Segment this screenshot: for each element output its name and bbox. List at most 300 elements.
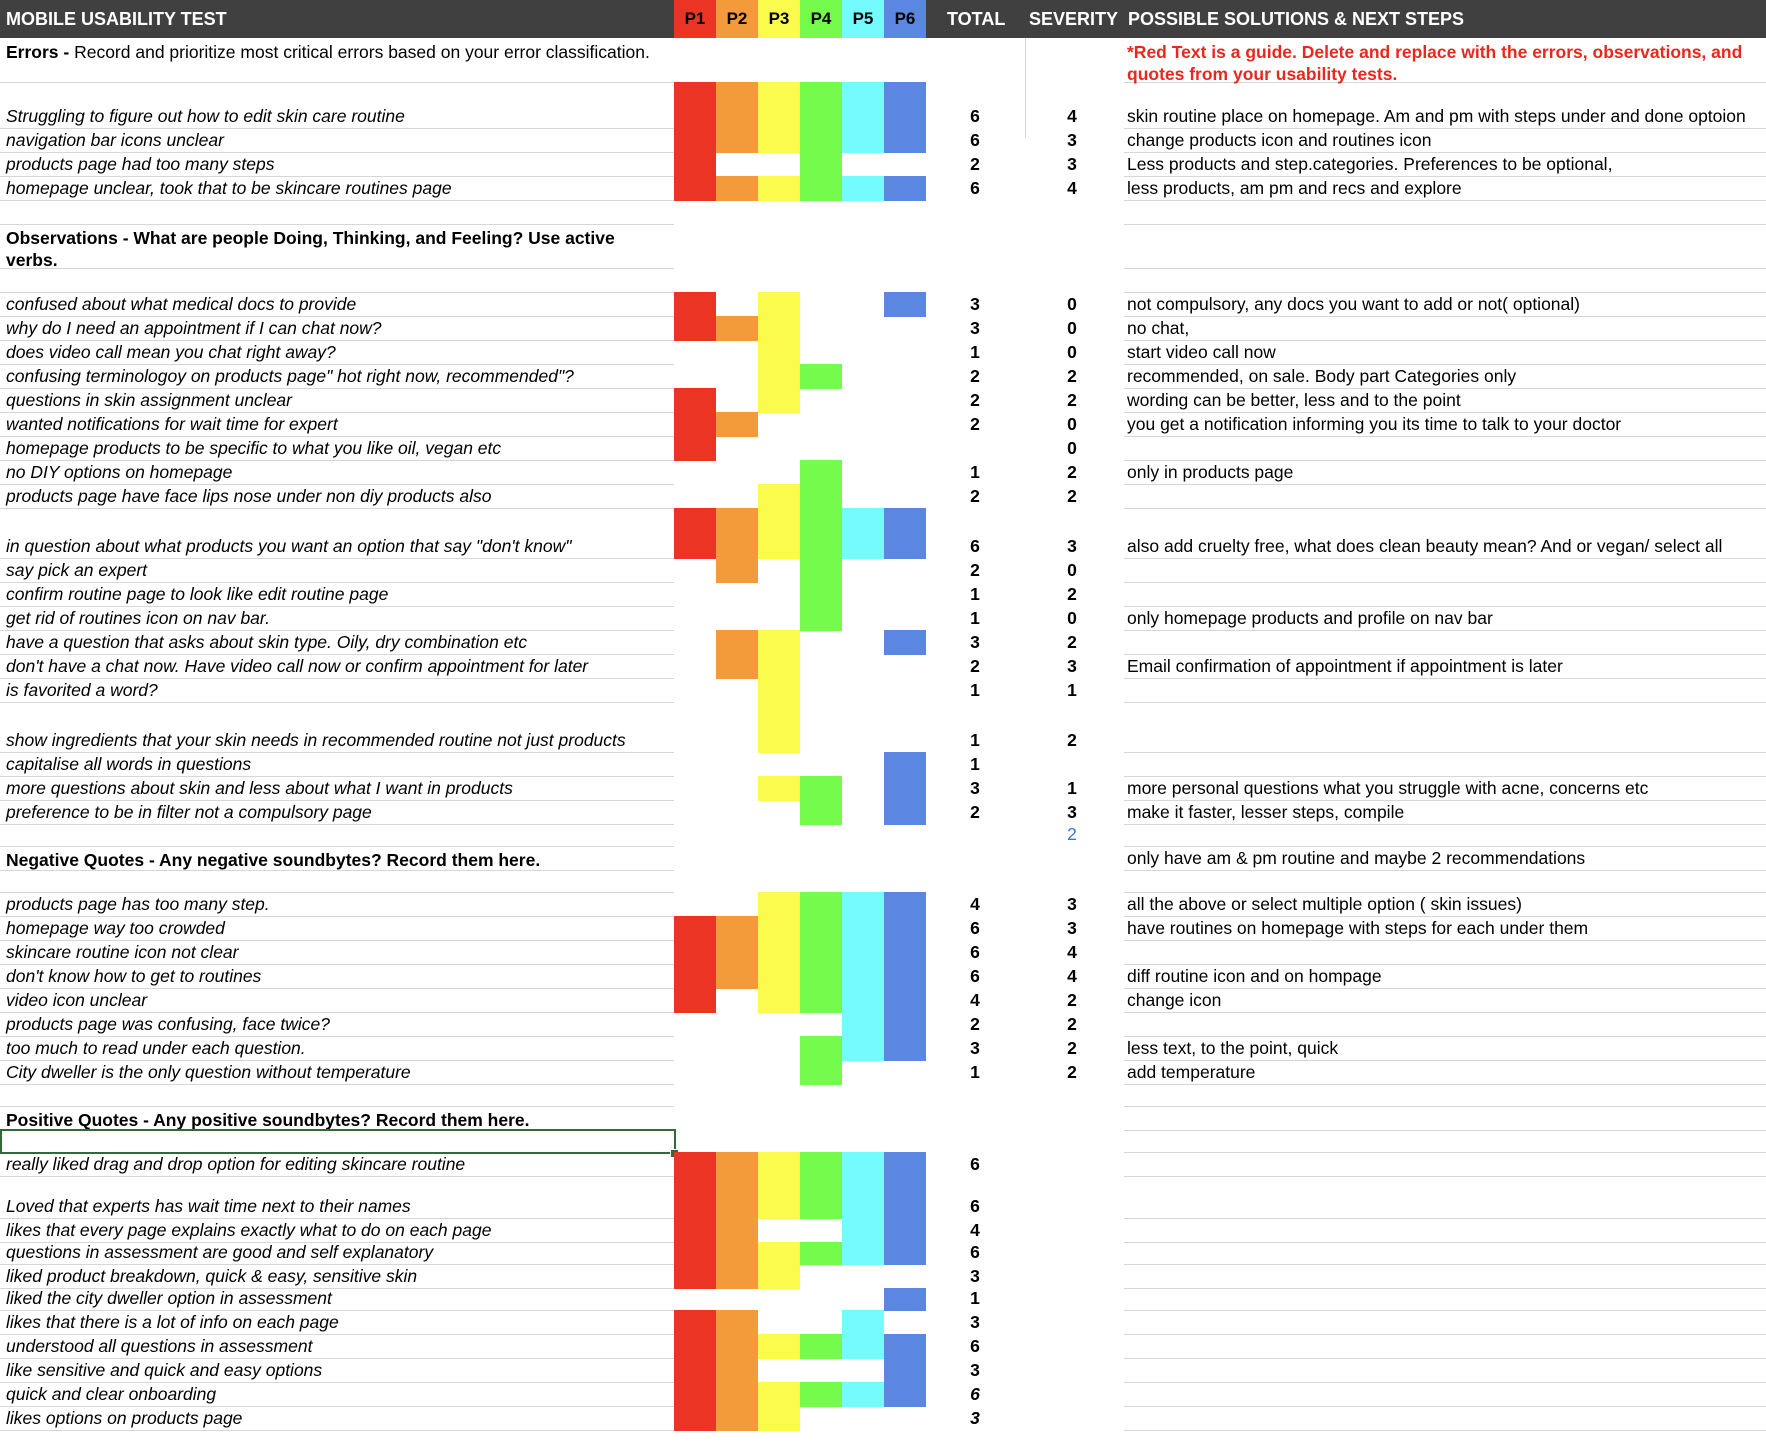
participant-mark-p5: [842, 82, 884, 129]
participant-mark-p6: [884, 988, 926, 1013]
severity-value[interactable]: 1: [1067, 778, 1077, 798]
item-text[interactable]: quick and clear onboarding: [6, 1384, 217, 1404]
table-row[interactable]: [0, 582, 1766, 606]
total-value[interactable]: 1: [970, 754, 980, 774]
item-text[interactable]: liked the city dweller option in assessment: [6, 1288, 332, 1308]
total-value[interactable]: 2: [970, 560, 980, 580]
total-value[interactable]: 3: [970, 1038, 980, 1058]
item-text[interactable]: why do I need an appointment if I can chat now?: [6, 318, 382, 338]
total-value[interactable]: 6: [970, 1242, 980, 1262]
participant-mark-p3: [758, 292, 800, 317]
participant-mark-p5: [842, 1334, 884, 1359]
participant-mark-p5: [842, 892, 884, 917]
table-row[interactable]: [0, 702, 1766, 752]
participant-mark-p4: [800, 892, 842, 917]
participant-mark-p3: [758, 1406, 800, 1431]
participant-mark-p4: [800, 1176, 842, 1219]
total-value[interactable]: 6: [970, 178, 980, 198]
solution-text[interactable]: less products, am pm and recs and explore: [1127, 178, 1462, 198]
participant-mark-p6: [884, 1334, 926, 1359]
solution-text[interactable]: all the above or select multiple option ( skin issues): [1127, 894, 1522, 914]
severity-value[interactable]: 2: [1067, 632, 1077, 652]
section-description: Record and prioritize most critical errors based on your error classification.: [74, 42, 650, 62]
participant-mark-p4: [800, 1242, 842, 1265]
participant-mark-p2: [716, 1242, 758, 1265]
table-row[interactable]: [0, 1264, 1766, 1288]
table-row[interactable]: [0, 892, 1766, 916]
participant-mark-p4: [800, 1152, 842, 1177]
severity-value[interactable]: 3: [1067, 656, 1077, 676]
severity-value[interactable]: 3: [1067, 536, 1077, 556]
participant-mark-p2: [716, 128, 758, 153]
table-row[interactable]: [0, 1152, 1766, 1176]
participant-mark-p6: [884, 1036, 926, 1061]
participant-header-3: P3: [758, 0, 800, 38]
participant-mark-p4: [800, 988, 842, 1013]
participant-mark-p4: [800, 364, 842, 389]
participant-mark-p3: [758, 1176, 800, 1219]
table-row[interactable]: [0, 1288, 1766, 1310]
participant-mark-p4: [800, 776, 842, 801]
item-text[interactable]: does video call mean you chat right away?: [6, 342, 336, 362]
severity-value[interactable]: 0: [1067, 342, 1077, 362]
blank-row[interactable]: [0, 1084, 1766, 1106]
total-value[interactable]: 3: [970, 1360, 980, 1380]
participant-mark-p5: [842, 1218, 884, 1243]
participant-mark-p3: [758, 316, 800, 341]
total-value[interactable]: 2: [970, 390, 980, 410]
participant-mark-p1: [674, 176, 716, 201]
table-row[interactable]: [0, 1176, 1766, 1218]
severity-value[interactable]: 2: [1067, 462, 1077, 482]
table-row[interactable]: [0, 484, 1766, 508]
participant-mark-p2: [716, 316, 758, 341]
total-value[interactable]: 6: [970, 918, 980, 938]
total-value[interactable]: 6: [970, 1384, 980, 1404]
participant-mark-p4: [800, 582, 842, 607]
severity-value[interactable]: 3: [1067, 894, 1077, 914]
table-row[interactable]: [0, 916, 1766, 940]
section-title: Negative Quotes - Any negative soundbytes? Record them here.: [6, 850, 541, 870]
severity-value[interactable]: 3: [1067, 802, 1077, 822]
severity-value[interactable]: 0: [1067, 318, 1077, 338]
participant-mark-p5: [842, 1012, 884, 1037]
section-heading[interactable]: [6, 1109, 666, 1131]
item-text[interactable]: no DIY options on homepage: [6, 462, 233, 482]
severity-header: SEVERITY: [1029, 9, 1119, 29]
total-value[interactable]: 3: [970, 1266, 980, 1286]
participant-mark-p6: [884, 940, 926, 965]
participant-mark-p2: [716, 1310, 758, 1335]
total-value[interactable]: 1: [970, 1062, 980, 1082]
item-text[interactable]: homepage products to be specific to what you like oil, vegan etc: [6, 438, 502, 458]
participant-mark-p3: [758, 1264, 800, 1289]
participant-mark-p3: [758, 484, 800, 509]
blank-row[interactable]: [0, 200, 1766, 224]
participant-mark-p1: [674, 1382, 716, 1407]
item-text[interactable]: wanted notifications for wait time for expert: [6, 414, 338, 434]
item-text[interactable]: don't know how to get to routines: [6, 966, 262, 986]
item-text[interactable]: likes options on products page: [6, 1408, 243, 1428]
severity-value[interactable]: 3: [1067, 918, 1077, 938]
solution-text[interactable]: also add cruelty free, what does clean beauty mean? And or vegan/ select all: [1127, 536, 1723, 556]
total-value[interactable]: 1: [970, 1288, 980, 1308]
item-text[interactable]: likes that every page explains exactly what to do on each page: [6, 1220, 492, 1240]
participant-mark-p5: [842, 1382, 884, 1407]
table-row[interactable]: [0, 1310, 1766, 1334]
severity-value[interactable]: 3: [1067, 130, 1077, 150]
table-row[interactable]: [0, 152, 1766, 176]
item-text[interactable]: confused about what medical docs to provide: [6, 294, 357, 314]
table-row[interactable]: [0, 752, 1766, 776]
item-text[interactable]: really liked drag and drop option for editing skincare routine: [6, 1154, 466, 1174]
table-row[interactable]: [0, 988, 1766, 1012]
participant-mark-p2: [716, 1406, 758, 1431]
participant-mark-p1: [674, 1152, 716, 1177]
table-row[interactable]: [0, 606, 1766, 630]
table-row[interactable]: [0, 964, 1766, 988]
severity-value[interactable]: 0: [1067, 294, 1077, 314]
table-row[interactable]: [0, 1218, 1766, 1242]
table-row[interactable]: [0, 1036, 1766, 1060]
blank-row[interactable]: [0, 268, 1766, 292]
participant-mark-p2: [716, 916, 758, 941]
severity-value[interactable]: 4: [1067, 942, 1077, 962]
participant-mark-p4: [800, 606, 842, 631]
total-value[interactable]: 1: [970, 608, 980, 628]
participant-mark-p2: [716, 1382, 758, 1407]
item-text[interactable]: Loved that experts has wait time next to their names: [6, 1196, 411, 1216]
total-value[interactable]: 1: [970, 730, 980, 750]
participant-mark-p6: [884, 1012, 926, 1037]
total-value[interactable]: 6: [970, 536, 980, 556]
solution-text[interactable]: only homepage products and profile on nav bar: [1127, 608, 1493, 628]
solution-text[interactable]: skin routine place on homepage. Am and pm with steps under and done optoion: [1127, 106, 1746, 126]
participant-header-4: P4: [800, 0, 842, 38]
solution-text[interactable]: start video call now: [1127, 342, 1276, 362]
participant-mark-p2: [716, 1152, 758, 1177]
table-row[interactable]: [0, 940, 1766, 964]
solution-text[interactable]: only have am & pm routine and maybe 2 recommendations: [1127, 848, 1586, 868]
total-value[interactable]: 6: [970, 1154, 980, 1174]
table-row[interactable]: [0, 364, 1766, 388]
participant-mark-p6: [884, 776, 926, 801]
item-text[interactable]: products page has too many step.: [6, 894, 270, 914]
solution-text[interactable]: change icon: [1127, 990, 1222, 1010]
item-text[interactable]: homepage way too crowded: [6, 918, 225, 938]
table-row[interactable]: [0, 678, 1766, 702]
total-value[interactable]: 3: [970, 318, 980, 338]
item-text[interactable]: confusing terminologoy on products page" hot right now, recommended"?: [6, 366, 574, 386]
participant-mark-p4: [800, 508, 842, 559]
item-text[interactable]: liked product breakdown, quick & easy, sensitive skin: [6, 1266, 418, 1286]
solution-text[interactable]: not compulsory, any docs you want to add or not( optional): [1127, 294, 1580, 314]
participant-mark-p5: [842, 1176, 884, 1219]
table-row[interactable]: [0, 460, 1766, 484]
participant-mark-p4: [800, 940, 842, 965]
participant-mark-p6: [884, 1242, 926, 1265]
item-text[interactable]: questions in assessment are good and self explanatory: [6, 1242, 434, 1262]
severity-value[interactable]: 4: [1067, 966, 1077, 986]
section-heading[interactable]: [6, 227, 666, 271]
participant-mark-p4: [800, 558, 842, 583]
participant-mark-p6: [884, 128, 926, 153]
table-row[interactable]: [0, 316, 1766, 340]
total-value[interactable]: 4: [970, 894, 980, 914]
participant-mark-p1: [674, 988, 716, 1013]
total-value[interactable]: 2: [970, 414, 980, 434]
participant-mark-p1: [674, 1218, 716, 1243]
total-value[interactable]: 4: [970, 990, 980, 1010]
severity-value[interactable]: 4: [1067, 106, 1077, 126]
participant-mark-p6: [884, 1382, 926, 1407]
solution-text[interactable]: change products icon and routines icon: [1127, 130, 1432, 150]
severity-value[interactable]: 0: [1067, 414, 1077, 434]
total-value[interactable]: 1: [970, 680, 980, 700]
item-text[interactable]: show ingredients that your skin needs in recommended routine not just products: [6, 730, 626, 750]
participant-mark-p2: [716, 964, 758, 989]
solutions-header: POSSIBLE SOLUTIONS & NEXT STEPS: [1128, 9, 1465, 29]
total-value[interactable]: 6: [970, 130, 980, 150]
solution-text[interactable]: have routines on homepage with steps for each under them: [1127, 918, 1589, 938]
participant-mark-p2: [716, 1176, 758, 1219]
item-text[interactable]: products page was confusing, face twice?: [6, 1014, 330, 1034]
item-text[interactable]: understood all questions in assessment: [6, 1336, 313, 1356]
solution-text[interactable]: less text, to the point, quick: [1127, 1038, 1339, 1058]
table-row[interactable]: [0, 800, 1766, 824]
severity-value[interactable]: 2: [1067, 990, 1077, 1010]
item-text[interactable]: like sensitive and quick and easy options: [6, 1360, 323, 1380]
participant-mark-p6: [884, 800, 926, 825]
participant-mark-p1: [674, 292, 716, 317]
participant-mark-p1: [674, 1334, 716, 1359]
solution-text[interactable]: no chat,: [1127, 318, 1190, 338]
total-value[interactable]: 1: [970, 462, 980, 482]
total-value[interactable]: 3: [970, 632, 980, 652]
item-text[interactable]: too much to read under each question.: [6, 1038, 306, 1058]
item-text[interactable]: navigation bar icons unclear: [6, 130, 224, 150]
item-text[interactable]: have a question that asks about skin type. Oily, dry combination etc: [6, 632, 528, 652]
item-text[interactable]: likes that there is a lot of info on each page: [6, 1312, 339, 1332]
participant-mark-p2: [716, 940, 758, 965]
total-value[interactable]: 6: [970, 966, 980, 986]
solution-text[interactable]: wording can be better, less and to the point: [1127, 390, 1461, 410]
table-row[interactable]: [0, 412, 1766, 436]
item-text[interactable]: skincare routine icon not clear: [6, 942, 239, 962]
table-row[interactable]: [0, 1242, 1766, 1264]
participant-mark-p3: [758, 654, 800, 679]
table-row[interactable]: [0, 776, 1766, 800]
sheet-title: MOBILE USABILITY TEST: [6, 9, 227, 29]
item-text[interactable]: confirm routine page to look like edit routine page: [6, 584, 389, 604]
total-value[interactable]: 6: [970, 1336, 980, 1356]
severity-value[interactable]: 2: [1067, 366, 1077, 386]
participant-mark-p1: [674, 1242, 716, 1265]
table-row[interactable]: [0, 436, 1766, 460]
section-heading[interactable]: [6, 41, 666, 63]
participant-mark-p6: [884, 1358, 926, 1383]
participant-mark-p3: [758, 340, 800, 365]
item-text[interactable]: video icon unclear: [6, 990, 148, 1010]
gridline: [0, 1430, 674, 1431]
participant-mark-p6: [884, 82, 926, 129]
item-text[interactable]: homepage unclear, took that to be skincare routines page: [6, 178, 452, 198]
section-row[interactable]: [0, 224, 1766, 268]
severity-value[interactable]: 2: [1067, 1014, 1077, 1034]
table-row[interactable]: [0, 176, 1766, 200]
participant-mark-p2: [716, 630, 758, 655]
solution-text[interactable]: Email confirmation of appointment if appointment is later: [1127, 656, 1563, 676]
blank-row[interactable]: [0, 1130, 1766, 1152]
solution-text[interactable]: more personal questions what you struggle with acne, concerns etc: [1127, 778, 1649, 798]
total-value[interactable]: 6: [970, 106, 980, 126]
solution-text[interactable]: diff routine icon and on hompage: [1127, 966, 1382, 986]
solution-text[interactable]: only in products page: [1127, 462, 1294, 482]
participant-mark-p4: [800, 82, 842, 129]
table-row[interactable]: [0, 1406, 1766, 1430]
table-row[interactable]: [0, 82, 1766, 128]
section-row[interactable]: [0, 38, 1766, 82]
participant-mark-p3: [758, 1382, 800, 1407]
participant-mark-p5: [842, 508, 884, 559]
table-row[interactable]: [0, 1382, 1766, 1406]
participant-mark-p1: [674, 964, 716, 989]
item-text[interactable]: more questions about skin and less about what I want in products: [6, 778, 513, 798]
item-text[interactable]: products page have face lips nose under non diy products also: [6, 486, 492, 506]
table-row[interactable]: [0, 340, 1766, 364]
severity-value[interactable]: 4: [1067, 178, 1077, 198]
table-row[interactable]: [0, 1060, 1766, 1084]
solution-text[interactable]: recommended, on sale. Body part Categories only: [1127, 366, 1517, 386]
participant-header-5: P5: [842, 0, 884, 38]
total-value[interactable]: 3: [970, 778, 980, 798]
severity-value[interactable]: 0: [1067, 608, 1077, 628]
solution-text[interactable]: add temperature: [1127, 1062, 1256, 1082]
total-value[interactable]: 1: [970, 342, 980, 362]
total-value[interactable]: 2: [970, 366, 980, 386]
item-text[interactable]: say pick an expert: [6, 560, 148, 580]
table-row[interactable]: [0, 630, 1766, 654]
total-value[interactable]: 2: [970, 802, 980, 822]
severity-value[interactable]: 2: [1067, 584, 1077, 604]
severity-value[interactable]: 2: [1067, 1038, 1077, 1058]
total-value[interactable]: 1: [970, 584, 980, 604]
severity-value[interactable]: 0: [1067, 560, 1077, 580]
participant-mark-p6: [884, 892, 926, 917]
total-value[interactable]: 3: [970, 294, 980, 314]
total-value[interactable]: 2: [970, 486, 980, 506]
participant-mark-p3: [758, 176, 800, 201]
selected-cell[interactable]: [0, 1129, 676, 1154]
item-text[interactable]: is favorited a word?: [6, 680, 158, 700]
section-heading[interactable]: [6, 849, 666, 871]
solution-text[interactable]: Less products and step.categories. Preferences to be optional,: [1127, 154, 1613, 174]
participant-mark-p3: [758, 364, 800, 389]
total-value[interactable]: 2: [970, 154, 980, 174]
participant-mark-p5: [842, 916, 884, 941]
section-title: Observations - What are people Doing, Thinking, and Feeling? Use active verbs.: [6, 228, 615, 270]
total-value[interactable]: 2: [970, 656, 980, 676]
total-value[interactable]: 6: [970, 1196, 980, 1216]
item-text[interactable]: City dweller is the only question without temperature: [6, 1062, 411, 1082]
participant-mark-p5: [842, 128, 884, 153]
total-header: TOTAL: [947, 9, 1006, 29]
severity-value[interactable]: 2: [1067, 390, 1077, 410]
participant-mark-p6: [884, 964, 926, 989]
participant-mark-p6: [884, 292, 926, 317]
item-text[interactable]: questions in skin assignment unclear: [6, 390, 292, 410]
participant-mark-p3: [758, 630, 800, 655]
participant-mark-p5: [842, 964, 884, 989]
table-row[interactable]: [0, 1358, 1766, 1382]
total-value[interactable]: 3: [970, 1312, 980, 1332]
total-value[interactable]: 6: [970, 942, 980, 962]
participant-mark-p1: [674, 436, 716, 461]
table-row[interactable]: [0, 1012, 1766, 1036]
severity-value[interactable]: 2: [1067, 1062, 1077, 1082]
blank-row[interactable]: [0, 870, 1766, 892]
participant-mark-p3: [758, 678, 800, 703]
table-row[interactable]: [0, 508, 1766, 558]
item-text[interactable]: get rid of routines icon on nav bar.: [6, 608, 270, 628]
section-row[interactable]: [0, 846, 1766, 870]
table-row[interactable]: [0, 128, 1766, 152]
severity-value[interactable]: 2: [1067, 730, 1077, 750]
participant-mark-p3: [758, 128, 800, 153]
item-text[interactable]: capitalise all words in questions: [6, 754, 252, 774]
participant-mark-p2: [716, 1218, 758, 1243]
table-row[interactable]: [0, 558, 1766, 582]
participant-mark-p3: [758, 1242, 800, 1265]
total-value[interactable]: 4: [970, 1220, 980, 1240]
participant-mark-p2: [716, 412, 758, 437]
participant-mark-p1: [674, 508, 716, 559]
participant-mark-p1: [674, 916, 716, 941]
item-text[interactable]: don't have a chat now. Have video call now or confirm appointment for later: [6, 656, 589, 676]
severity-value[interactable]: 2: [1067, 824, 1077, 844]
participant-mark-p5: [842, 176, 884, 201]
item-text[interactable]: preference to be in filter not a compulsory page: [6, 802, 372, 822]
solution-text[interactable]: you get a notification informing you its time to talk to your doctor: [1127, 414, 1622, 434]
participant-mark-p6: [884, 916, 926, 941]
table-row[interactable]: [0, 1334, 1766, 1358]
item-text[interactable]: in question about what products you want an option that say "don't know": [6, 536, 572, 556]
participant-mark-p4: [800, 484, 842, 509]
severity-value[interactable]: 0: [1067, 438, 1077, 458]
table-row[interactable]: [0, 654, 1766, 678]
gridline: [1124, 1430, 1766, 1431]
participant-mark-p5: [842, 1310, 884, 1335]
table-row[interactable]: [0, 388, 1766, 412]
participant-mark-p6: [884, 752, 926, 777]
total-value[interactable]: 2: [970, 1014, 980, 1034]
severity-value[interactable]: 2: [1067, 486, 1077, 506]
solution-text[interactable]: make it faster, lesser steps, compile: [1127, 802, 1405, 822]
total-value[interactable]: 3: [970, 1408, 980, 1428]
section-row[interactable]: [0, 1106, 1766, 1130]
severity-value[interactable]: 1: [1067, 680, 1077, 700]
table-row[interactable]: [0, 824, 1766, 846]
participant-mark-p2: [716, 508, 758, 559]
table-row[interactable]: [0, 292, 1766, 316]
severity-value[interactable]: 3: [1067, 154, 1077, 174]
participant-mark-p2: [716, 1264, 758, 1289]
participant-mark-p4: [800, 128, 842, 153]
item-text[interactable]: products page had too many steps: [6, 154, 275, 174]
participant-mark-p1: [674, 412, 716, 437]
item-text[interactable]: Struggling to figure out how to edit skin care routine: [6, 106, 405, 126]
guide-note[interactable]: *Red Text is a guide. Delete and replace with the errors, observations, and quotes from your usability tests.: [1127, 42, 1743, 84]
